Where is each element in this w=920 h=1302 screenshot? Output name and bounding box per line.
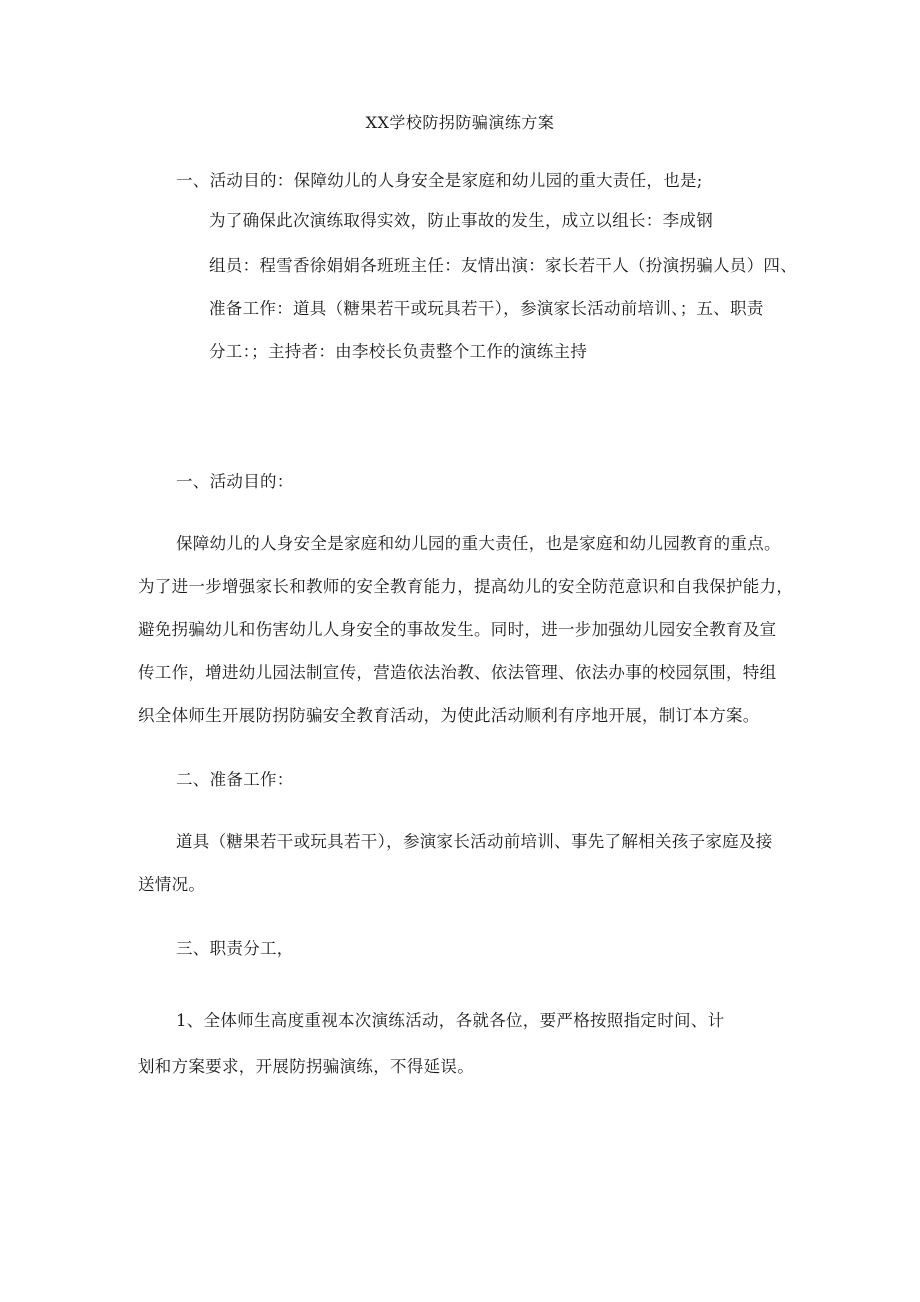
summary-line: 组员：程雪香徐娟娟各班班主任：友情出演：家长若干人（扮演拐骗人员）四、 xyxy=(209,256,797,275)
summary-line: 一、活动目的：保障幼儿的人身安全是家庭和幼儿园的重大责任，也是; xyxy=(176,171,703,190)
summary-line: 分工：；主持者：由李校长负责整个工作的演练主持 xyxy=(209,342,588,361)
section-heading-preparation: 二、准备工作： xyxy=(176,770,294,789)
section-heading-duties: 三、职责分工， xyxy=(176,939,294,958)
summary-line: 准备工作：道具（糖果若干或玩具若干），参演家长活动前培训、；五、职责 xyxy=(209,299,764,318)
paragraph-line: 划和方案要求，开展防拐骗演练，不得延误。 xyxy=(138,1057,474,1076)
paragraph-line: 保障幼儿的人身安全是家庭和幼儿园的重大责任，也是家庭和幼儿园教育的重点。 xyxy=(176,534,781,553)
paragraph-line: 道具（糖果若干或玩具若干），参演家长活动前培训、事先了解相关孩子家庭及接 xyxy=(176,832,773,851)
section-heading-purpose: 一、活动目的： xyxy=(176,472,294,491)
document-title: XX学校防拐防骗演练方案 xyxy=(365,113,555,132)
paragraph-line: 传工作，增进幼儿园法制宣传，营造依法治教、依法管理、依法办事的校园氛围，特组 xyxy=(138,663,777,682)
paragraph-line: 避免拐骗幼儿和伤害幼儿人身安全的事故发生。同时，进一步加强幼儿园安全教育及宣 xyxy=(138,620,777,639)
paragraph-line: 为了进一步增强家长和教师的安全教育能力，提高幼儿的安全防范意识和自我保护能力， xyxy=(138,577,794,596)
paragraph-line: 1、全体师生高度重视本次演练活动，各就各位，要严格按照指定时间、计 xyxy=(176,1011,725,1030)
paragraph-line: 送情况。 xyxy=(138,875,206,894)
summary-line: 为了确保此次演练取得实效，防止事故的发生，成立以组长：李成钢 xyxy=(209,211,713,230)
paragraph-line: 织全体师生开展防拐防骗安全教育活动，为使此活动顺利有序地开展，制订本方案。 xyxy=(138,706,760,725)
